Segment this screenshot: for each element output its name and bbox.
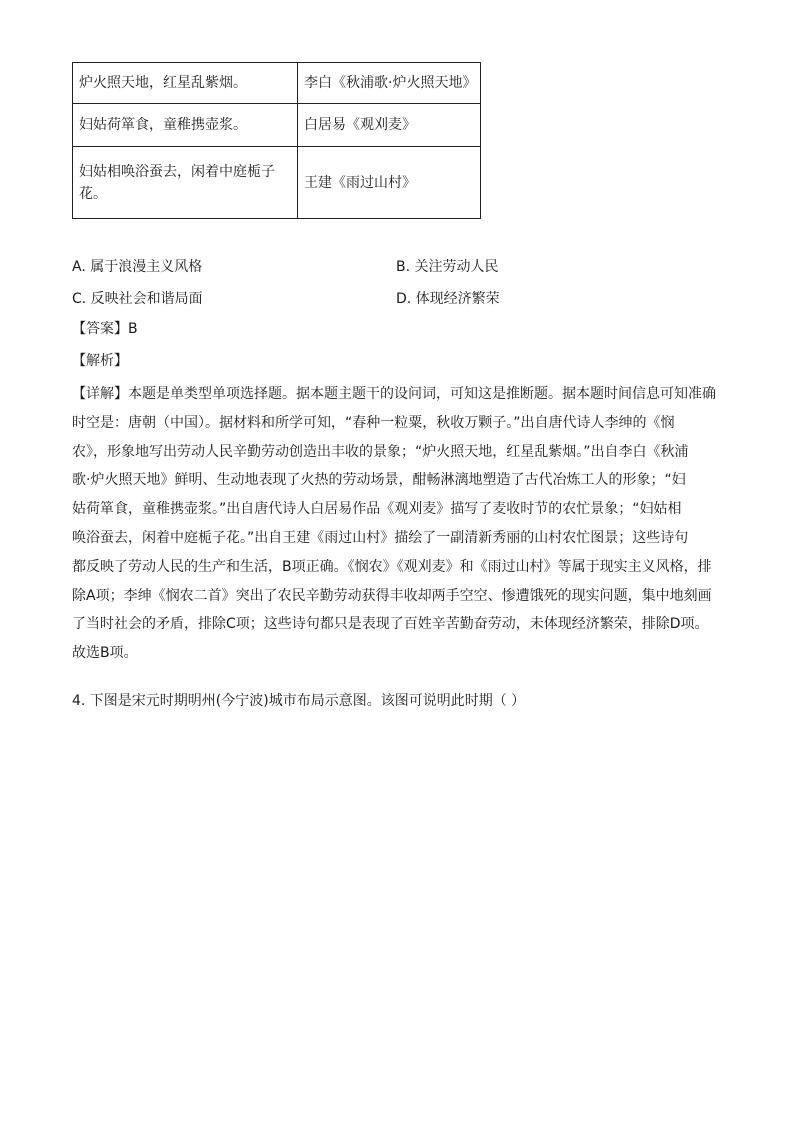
answer-label: 【答案】B bbox=[72, 321, 138, 337]
options-row bbox=[72, 256, 732, 288]
explanation-line: 时空是：唐朝（中国）。据材料和所学可知，“春种一粒粟，秋收万颗子。”出自唐代诗人李绅的《悯 bbox=[72, 414, 675, 431]
verse-cell: 妇姑相唤浴蚕去，闲着中庭栀子花。 bbox=[73, 147, 298, 219]
explanation-line: 了当时社会的矛盾，排除C项；这些诗句都只是表现了百姓辛苦勤奋劳动，未体现经济繁荣，排除D项。 bbox=[72, 616, 709, 633]
explanation-paragraph bbox=[72, 380, 722, 668]
explanation-line: 故选B项。 bbox=[72, 645, 138, 662]
poem-source-table bbox=[72, 62, 481, 219]
option-c: C. 反映社会和谐局面 bbox=[72, 291, 203, 307]
explanation-line: 【详解】本题是单类型单项选择题。据本题主题干的设问词，可知这是推断题。据本题时间信息可知准确 bbox=[72, 386, 716, 402]
explanation-line: 都反映了劳动人民的生产和生活，B项正确。《悯农》《观刈麦》和《雨过山村》等属于现实主义风格，排 bbox=[72, 558, 712, 575]
table-row bbox=[73, 147, 481, 219]
options-row bbox=[72, 288, 732, 320]
source-cell: 白居易《观刈麦》 bbox=[298, 104, 481, 147]
explanation-line: 唤浴蚕去，闲着中庭栀子花。”出自王建《雨过山村》描绘了一副清新秀丽的山村农忙图景；这些诗句 bbox=[72, 529, 689, 546]
verse-cell: 炉火照天地，红星乱紫烟。 bbox=[73, 63, 298, 104]
explanation-line: 姑荷箪食，童稚携壶浆。”出自唐代诗人白居易作品《观刈麦》描写了麦收时节的农忙景象；“妇姑相 bbox=[72, 501, 682, 518]
option-b: B. 关注劳动人民 bbox=[396, 259, 499, 275]
table-row bbox=[73, 104, 481, 147]
explanation-line: 歌·炉火照天地》鲜明、生动地表现了火热的劳动场景，酣畅淋漓地塑造了古代冶炼工人的形象；“妇 bbox=[72, 472, 686, 489]
explanation-line: 除A项；李绅《悯农二首》突出了农民辛勤劳动获得丰收却两手空空、惨遭饿死的现实问题，集中地刻画 bbox=[72, 587, 712, 604]
option-d: D. 体现经济繁荣 bbox=[396, 291, 500, 307]
explanation-line: 农》，形象地写出劳动人民辛勤劳动创造出丰收的景象；“炉火照天地，红星乱紫烟。”出自李白《秋浦 bbox=[72, 443, 689, 460]
question-4-stem: 4. 下图是宋元时期明州(今宁波)城市布局示意图。该图可说明此时期（ ） bbox=[72, 693, 526, 709]
analysis-heading: 【解析】 bbox=[72, 353, 128, 369]
option-a: A. 属于浪漫主义风格 bbox=[72, 259, 203, 275]
verse-cell: 妇姑荷箪食，童稚携壶浆。 bbox=[73, 104, 298, 147]
source-cell: 李白《秋浦歌·炉火照天地》 bbox=[298, 63, 481, 104]
answer-options bbox=[72, 256, 732, 320]
source-cell: 王建《雨过山村》 bbox=[298, 147, 481, 219]
table-row bbox=[73, 63, 481, 104]
